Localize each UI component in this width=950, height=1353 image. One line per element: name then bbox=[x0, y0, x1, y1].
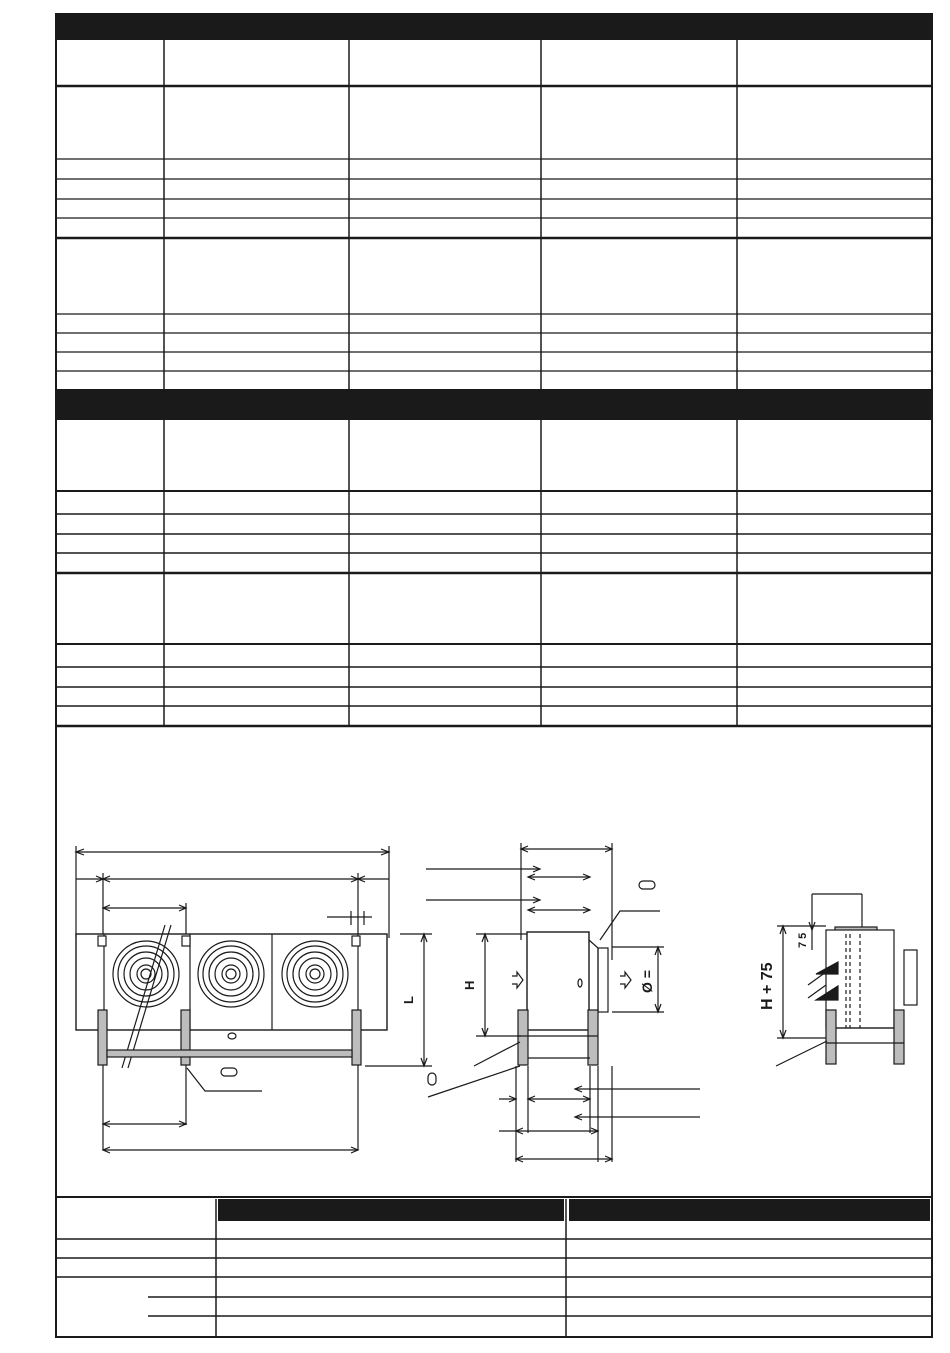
dim-75-label: 7 5 bbox=[797, 932, 809, 948]
dim-H-label: H bbox=[462, 980, 477, 990]
bottom-table-header-left bbox=[218, 1199, 564, 1221]
dim-diameter-label: Ø = bbox=[639, 970, 655, 993]
bottom-table-header-right bbox=[569, 1199, 930, 1221]
page-frame bbox=[56, 14, 932, 1337]
table-1 bbox=[56, 14, 932, 389]
dim-H75-label: H + 75 bbox=[759, 962, 776, 1010]
bottom-table bbox=[56, 1197, 932, 1337]
table-1-header-bar bbox=[56, 14, 932, 40]
table-2-header-bar bbox=[56, 389, 932, 420]
dim-L-label: L bbox=[401, 996, 416, 1004]
drawing-side-view bbox=[426, 843, 700, 1162]
table-2 bbox=[56, 389, 932, 726]
drawing-front-view bbox=[76, 846, 432, 1153]
drawing-section-view bbox=[759, 894, 917, 1066]
